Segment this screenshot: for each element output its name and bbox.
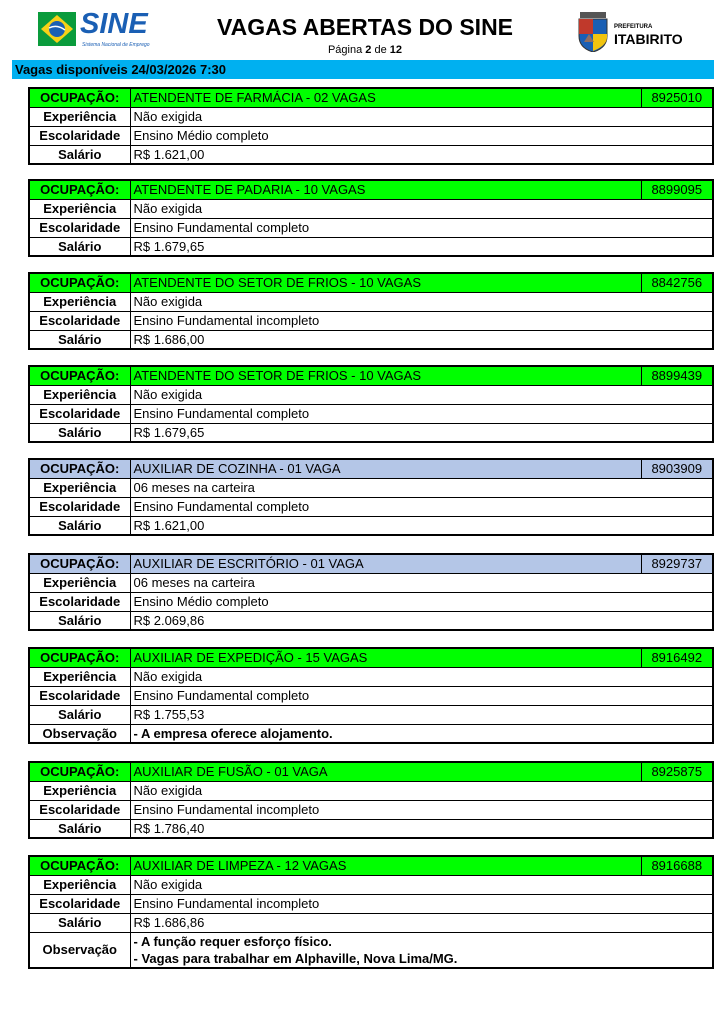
experiencia-row	[29, 292, 713, 311]
job-table	[28, 87, 714, 165]
job-title: AUXILIAR DE EXPEDIÇÃO - 15 VAGAS	[130, 648, 641, 667]
escolaridade-value: Ensino Fundamental completo	[130, 497, 713, 516]
experiencia-row	[29, 385, 713, 404]
job-title: AUXILIAR DE FUSÃO - 01 VAGA	[130, 762, 641, 781]
experiencia-label: Experiência	[29, 292, 130, 311]
salario-value: R$ 1.679,65	[130, 423, 713, 442]
ocupacao-label: OCUPAÇÃO:	[29, 554, 130, 573]
experiencia-row	[29, 573, 713, 592]
pref-city: ITABIRITO	[614, 31, 683, 47]
escolaridade-row	[29, 497, 713, 516]
escolaridade-value: Ensino Médio completo	[130, 592, 713, 611]
job-code: 8925010	[641, 88, 713, 107]
ocupacao-label: OCUPAÇÃO:	[29, 180, 130, 199]
experiencia-label: Experiência	[29, 781, 130, 800]
experiencia-label: Experiência	[29, 667, 130, 686]
sine-flag-icon	[38, 12, 76, 46]
job-header-row	[29, 856, 713, 875]
salario-value: R$ 1.679,65	[130, 237, 713, 256]
job-code: 8916688	[641, 856, 713, 875]
salario-value: R$ 1.621,00	[130, 145, 713, 164]
job-header-row	[29, 762, 713, 781]
experiencia-value: Não exigida	[130, 781, 713, 800]
experiencia-row	[29, 478, 713, 497]
escolaridade-label: Escolaridade	[29, 497, 130, 516]
observacao-value: - A empresa oferece alojamento.	[130, 724, 713, 743]
sine-logo-subtitle: Sistema Nacional de Emprego	[82, 42, 150, 48]
salario-value: R$ 1.686,00	[130, 330, 713, 349]
job-code: 8916492	[641, 648, 713, 667]
observacao-line: - A função requer esforço físico.	[133, 933, 332, 949]
job-table	[28, 761, 714, 839]
escolaridade-label: Escolaridade	[29, 126, 130, 145]
experiencia-row	[29, 199, 713, 218]
pref-label: PREFEITURA	[614, 24, 653, 30]
job-table	[28, 855, 714, 969]
salario-row	[29, 145, 713, 164]
escolaridade-label: Escolaridade	[29, 592, 130, 611]
job-code: 8929737	[641, 554, 713, 573]
page-total: 12	[389, 44, 403, 56]
escolaridade-value: Ensino Fundamental completo	[130, 218, 713, 237]
job-title: AUXILIAR DE ESCRITÓRIO - 01 VAGA	[130, 554, 641, 573]
salario-label: Salário	[29, 913, 130, 932]
experiencia-row	[29, 107, 713, 126]
job-header-row	[29, 273, 713, 292]
escolaridade-value: Ensino Fundamental incompleto	[130, 311, 713, 330]
page-title: VAGAS ABERTAS DO SINE	[216, 14, 514, 40]
salario-row	[29, 611, 713, 630]
page-header	[0, 0, 724, 58]
ocupacao-label: OCUPAÇÃO:	[29, 366, 130, 385]
experiencia-label: Experiência	[29, 199, 130, 218]
experiencia-row	[29, 875, 713, 894]
escolaridade-label: Escolaridade	[29, 404, 130, 423]
escolaridade-label: Escolaridade	[29, 894, 130, 913]
job-code: 8925875	[641, 762, 713, 781]
ocupacao-label: OCUPAÇÃO:	[29, 273, 130, 292]
ocupacao-label: OCUPAÇÃO:	[29, 459, 130, 478]
salario-row	[29, 913, 713, 932]
experiencia-value: Não exigida	[130, 875, 713, 894]
job-code: 8903909	[641, 459, 713, 478]
page-prefix: Página	[327, 44, 363, 56]
salario-value: R$ 1.686,86	[130, 913, 713, 932]
itabirito-logo	[576, 12, 696, 52]
salario-label: Salário	[29, 330, 130, 349]
escolaridade-label: Escolaridade	[29, 800, 130, 819]
experiencia-label: Experiência	[29, 107, 130, 126]
experiencia-row	[29, 667, 713, 686]
salario-value: R$ 1.755,53	[130, 705, 713, 724]
salario-row	[29, 237, 713, 256]
crest-icon	[576, 12, 610, 52]
job-title: ATENDENTE DO SETOR DE FRIOS - 10 VAGAS	[130, 366, 641, 385]
ocupacao-label: OCUPAÇÃO:	[29, 856, 130, 875]
page-current: 2	[365, 44, 372, 56]
job-header-row	[29, 366, 713, 385]
sine-logo	[38, 10, 168, 52]
experiencia-value: 06 meses na carteira	[130, 478, 713, 497]
salario-row	[29, 330, 713, 349]
page-indicator	[200, 44, 530, 56]
escolaridade-row	[29, 592, 713, 611]
salario-row	[29, 819, 713, 838]
job-code: 8842756	[641, 273, 713, 292]
job-table	[28, 458, 714, 536]
experiencia-value: 06 meses na carteira	[130, 573, 713, 592]
salario-row	[29, 516, 713, 535]
ocupacao-label: OCUPAÇÃO:	[29, 762, 130, 781]
job-header-row	[29, 88, 713, 107]
observacao-label: Observação	[29, 932, 130, 968]
salario-value: R$ 1.786,40	[130, 819, 713, 838]
escolaridade-value: Ensino Fundamental completo	[130, 404, 713, 423]
job-header-row	[29, 180, 713, 199]
experiencia-label: Experiência	[29, 573, 130, 592]
job-table	[28, 365, 714, 443]
job-table	[28, 647, 714, 744]
observacao-label: Observação	[29, 724, 130, 743]
escolaridade-value: Ensino Fundamental incompleto	[130, 894, 713, 913]
escolaridade-row	[29, 686, 713, 705]
salario-value: R$ 1.621,00	[130, 516, 713, 535]
experiencia-label: Experiência	[29, 875, 130, 894]
escolaridade-row	[29, 800, 713, 819]
experiencia-row	[29, 781, 713, 800]
escolaridade-row	[29, 894, 713, 913]
salario-label: Salário	[29, 145, 130, 164]
escolaridade-row	[29, 218, 713, 237]
observacao-line: - Vagas para trabalhar em Alphaville, Nova Lima/MG.	[133, 950, 458, 966]
escolaridade-value: Ensino Fundamental completo	[130, 686, 713, 705]
sine-logo-text: SINE	[80, 8, 148, 40]
job-title: AUXILIAR DE LIMPEZA - 12 VAGAS	[130, 856, 641, 875]
experiencia-label: Experiência	[29, 478, 130, 497]
job-title: ATENDENTE DE PADARIA - 10 VAGAS	[130, 180, 641, 199]
job-header-row	[29, 459, 713, 478]
job-code: 8899439	[641, 366, 713, 385]
job-header-row	[29, 554, 713, 573]
job-title: ATENDENTE DO SETOR DE FRIOS - 10 VAGAS	[130, 273, 641, 292]
salario-row	[29, 705, 713, 724]
escolaridade-row	[29, 404, 713, 423]
salario-label: Salário	[29, 516, 130, 535]
escolaridade-value: Ensino Médio completo	[130, 126, 713, 145]
salario-label: Salário	[29, 705, 130, 724]
availability-banner: Vagas disponíveis 24/03/2026 7:30	[12, 60, 714, 79]
job-table	[28, 179, 714, 257]
experiencia-value: Não exigida	[130, 667, 713, 686]
salario-label: Salário	[29, 237, 130, 256]
job-title: AUXILIAR DE COZINHA - 01 VAGA	[130, 459, 641, 478]
escolaridade-label: Escolaridade	[29, 686, 130, 705]
escolaridade-value: Ensino Fundamental incompleto	[130, 800, 713, 819]
escolaridade-row	[29, 126, 713, 145]
job-code: 8899095	[641, 180, 713, 199]
experiencia-label: Experiência	[29, 385, 130, 404]
salario-row	[29, 423, 713, 442]
escolaridade-label: Escolaridade	[29, 311, 130, 330]
observacao-row	[29, 724, 713, 743]
ocupacao-label: OCUPAÇÃO:	[29, 648, 130, 667]
salario-value: R$ 2.069,86	[130, 611, 713, 630]
experiencia-value: Não exigida	[130, 292, 713, 311]
observacao-row	[29, 932, 713, 968]
job-table	[28, 272, 714, 350]
ocupacao-label: OCUPAÇÃO:	[29, 88, 130, 107]
observacao-value	[130, 932, 713, 968]
job-table	[28, 553, 714, 631]
job-title: ATENDENTE DE FARMÁCIA - 02 VAGAS	[130, 88, 641, 107]
experiencia-value: Não exigida	[130, 385, 713, 404]
experiencia-value: Não exigida	[130, 199, 713, 218]
escolaridade-label: Escolaridade	[29, 218, 130, 237]
salario-label: Salário	[29, 819, 130, 838]
page-of: de	[374, 44, 387, 56]
escolaridade-row	[29, 311, 713, 330]
salario-label: Salário	[29, 423, 130, 442]
job-header-row	[29, 648, 713, 667]
experiencia-value: Não exigida	[130, 107, 713, 126]
salario-label: Salário	[29, 611, 130, 630]
